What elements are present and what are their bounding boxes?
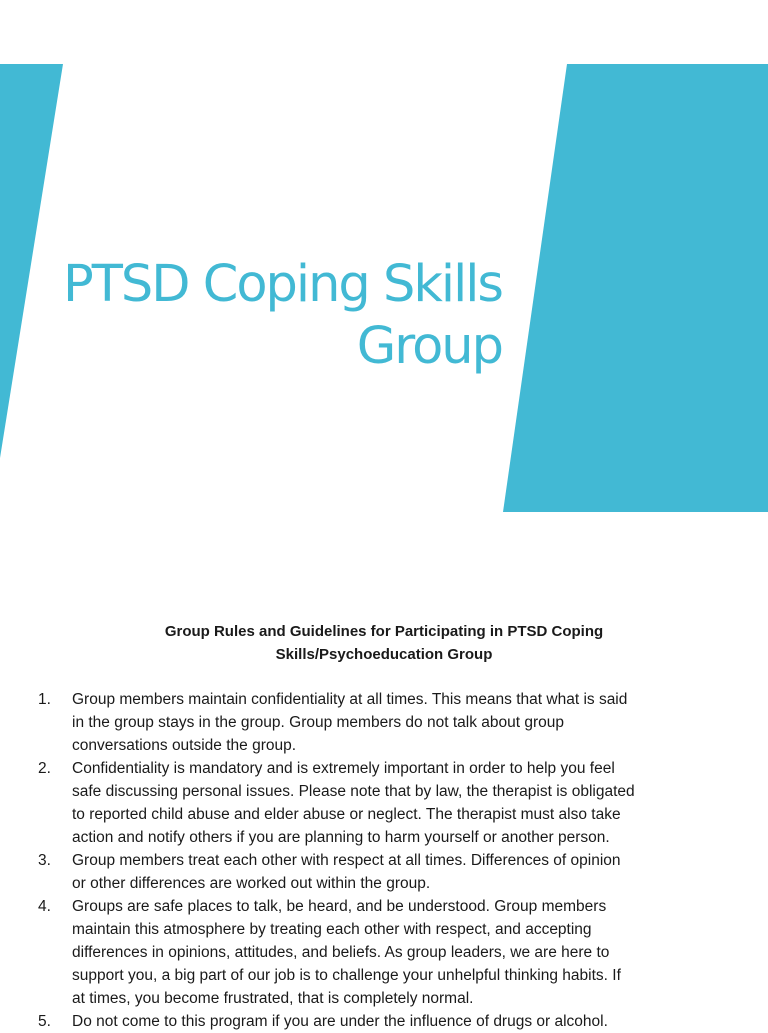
rule-line: Confidentiality is mandatory and is extremely important in order to help you feel (72, 760, 615, 777)
rule-item-5 (38, 1010, 738, 1033)
rule-line: Do not come to this program if you are under the influence of drugs or alcohol. (72, 1013, 608, 1030)
rule-line: safe discussing personal issues. Please note that by law, the therapist is obligated (72, 783, 635, 800)
document-heading (0, 620, 768, 666)
rule-number: 5. (38, 1013, 51, 1030)
rule-text (72, 688, 738, 757)
right-accent-shape (503, 64, 768, 512)
rule-item-3 (38, 849, 738, 895)
rule-item-2 (38, 757, 738, 849)
slide-title (63, 254, 502, 378)
rule-number: 3. (38, 852, 51, 869)
rule-item-4 (38, 895, 738, 1010)
slide-title-line-1: PTSD Coping Skills (62, 255, 502, 314)
rule-line: action and notify others if you are planning to harm yourself or another person. (72, 829, 610, 846)
rule-item-1 (38, 688, 738, 757)
rule-text (72, 1010, 738, 1033)
rule-line: differences in opinions, attitudes, and beliefs. As group leaders, we are here to (72, 944, 610, 961)
rule-text (72, 849, 738, 895)
rules-list (38, 688, 738, 1033)
rule-line: Group members treat each other with respect at all times. Differences of opinion (72, 852, 621, 869)
rule-line: conversations outside the group. (72, 737, 297, 754)
rule-line: at times, you become frustrated, that is completely normal. (72, 990, 474, 1007)
left-accent-shape (0, 64, 63, 458)
document-heading-line-2: Skills/Psychoeducation Group (275, 646, 493, 663)
rule-number: 2. (38, 760, 51, 777)
slide-title-line-2: Group (356, 317, 502, 376)
rule-line: support you, a big part of our job is to challenge your unhelpful thinking habits. If (72, 967, 621, 984)
rule-text (72, 757, 738, 849)
rule-line: to reported child abuse and elder abuse or neglect. The therapist must also take (72, 806, 621, 823)
document-page (0, 560, 768, 1030)
rule-line: or other differences are worked out within the group. (72, 875, 431, 892)
rule-line: Group members maintain confidentiality at all times. This means that what is said (72, 691, 628, 708)
rule-line: Groups are safe places to talk, be heard, and be understood. Group members (72, 898, 607, 915)
rule-number: 1. (38, 691, 51, 708)
rule-line: in the group stays in the group. Group members do not talk about group (72, 714, 564, 731)
rule-text (72, 895, 738, 1010)
rule-line: maintain this atmosphere by treating each other with respect, and accepting (72, 921, 592, 938)
document-heading-line-1: Group Rules and Guidelines for Participating in PTSD Coping (164, 623, 604, 640)
rule-number: 4. (38, 898, 51, 915)
